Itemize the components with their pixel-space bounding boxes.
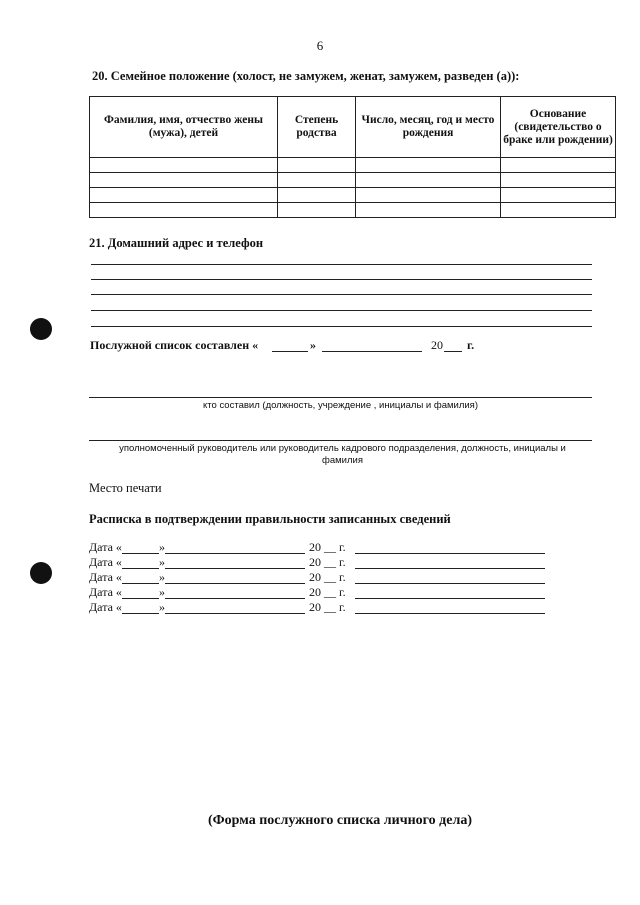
table-row [90,188,616,203]
page-number: 6 [316,38,324,53]
date-quote-close: » [159,600,165,614]
address-line[interactable] [91,326,592,327]
date-year: 20 __ г. [309,540,346,554]
date-day-field[interactable] [122,585,159,599]
compiled-month-field[interactable] [322,351,422,352]
table-cell[interactable] [90,188,278,203]
date-year: 20 __ г. [309,555,346,569]
date-day-field[interactable] [122,570,159,584]
column-header-basis: Основание (свидетельство о браке или рождении) [501,97,616,158]
compiled-day-field[interactable] [272,351,308,352]
table-row [90,203,616,218]
family-table-header [90,97,616,158]
date-quote-close: » [159,540,165,554]
footer-title: (Форма послужного списка личного дела) [208,813,472,828]
table-cell[interactable] [356,173,501,188]
table-row [90,173,616,188]
address-line[interactable] [91,294,592,295]
table-row [90,158,616,173]
address-line[interactable] [91,279,592,280]
date-month-field[interactable] [165,555,305,569]
date-day-field[interactable] [122,600,159,614]
address-line[interactable] [91,310,592,311]
date-quote-close: » [159,570,165,584]
date-month-field[interactable] [165,570,305,584]
family-table [89,96,616,218]
punch-hole-lower [30,562,52,584]
date-label: Дата « [89,600,122,614]
compiled-year-field[interactable] [444,351,462,352]
date-label: Дата « [89,570,122,584]
receipt-heading: Расписка в подтверждении правильности записанных сведений [89,512,451,526]
compiled-year-prefix: 20 [431,338,443,352]
signature-field[interactable] [355,600,545,614]
date-day-field[interactable] [122,540,159,554]
table-cell[interactable] [501,203,616,218]
column-header-relation: Степень родства [278,97,356,158]
table-cell[interactable] [278,203,356,218]
signature-field[interactable] [355,570,545,584]
stamp-place: Место печати [89,481,162,495]
date-year: 20 __ г. [309,600,346,614]
compiled-year-suffix: г. [467,338,475,352]
date-label: Дата « [89,555,122,569]
date-month-field[interactable] [165,540,305,554]
authorized-signature-line[interactable] [89,440,592,441]
date-quote-close: » [159,585,165,599]
table-cell[interactable] [90,158,278,173]
table-cell[interactable] [501,158,616,173]
date-month-field[interactable] [165,600,305,614]
compiled-label: Послужной список составлен « [90,338,259,352]
compiler-signature-line[interactable] [89,397,592,398]
punch-hole-upper [30,318,52,340]
date-day-field[interactable] [122,555,159,569]
table-cell[interactable] [501,173,616,188]
date-label: Дата « [89,585,122,599]
date-year: 20 __ г. [309,585,346,599]
table-cell[interactable] [278,173,356,188]
compiled-quote-close: » [310,338,316,352]
authorized-caption: уполномоченный руководитель или руководитель кадрового подразделения, должность, инициалы и фамилия [119,443,566,466]
date-quote-close: » [159,555,165,569]
section-21-heading: 21. Домашний адрес и телефон [89,236,264,250]
table-cell[interactable] [356,203,501,218]
table-cell[interactable] [501,188,616,203]
table-cell[interactable] [90,203,278,218]
table-cell[interactable] [90,173,278,188]
date-year: 20 __ г. [309,570,346,584]
signature-field[interactable] [355,585,545,599]
address-line[interactable] [91,264,592,265]
table-cell[interactable] [356,188,501,203]
table-cell[interactable] [278,158,356,173]
signature-field[interactable] [355,555,545,569]
date-label: Дата « [89,540,122,554]
column-header-birth: Число, месяц, год и место рождения [356,97,501,158]
table-cell[interactable] [356,158,501,173]
table-cell[interactable] [278,188,356,203]
section-20-heading: 20. Семейное положение (холост, не замужем, женат, замужем, разведен (а)): [92,69,520,83]
date-month-field[interactable] [165,585,305,599]
compiler-caption: кто составил (должность, учреждение , инициалы и фамилия) [203,400,478,411]
column-header-name: Фамилия, имя, отчество жены (мужа), детей [90,97,278,158]
signature-field[interactable] [355,540,545,554]
